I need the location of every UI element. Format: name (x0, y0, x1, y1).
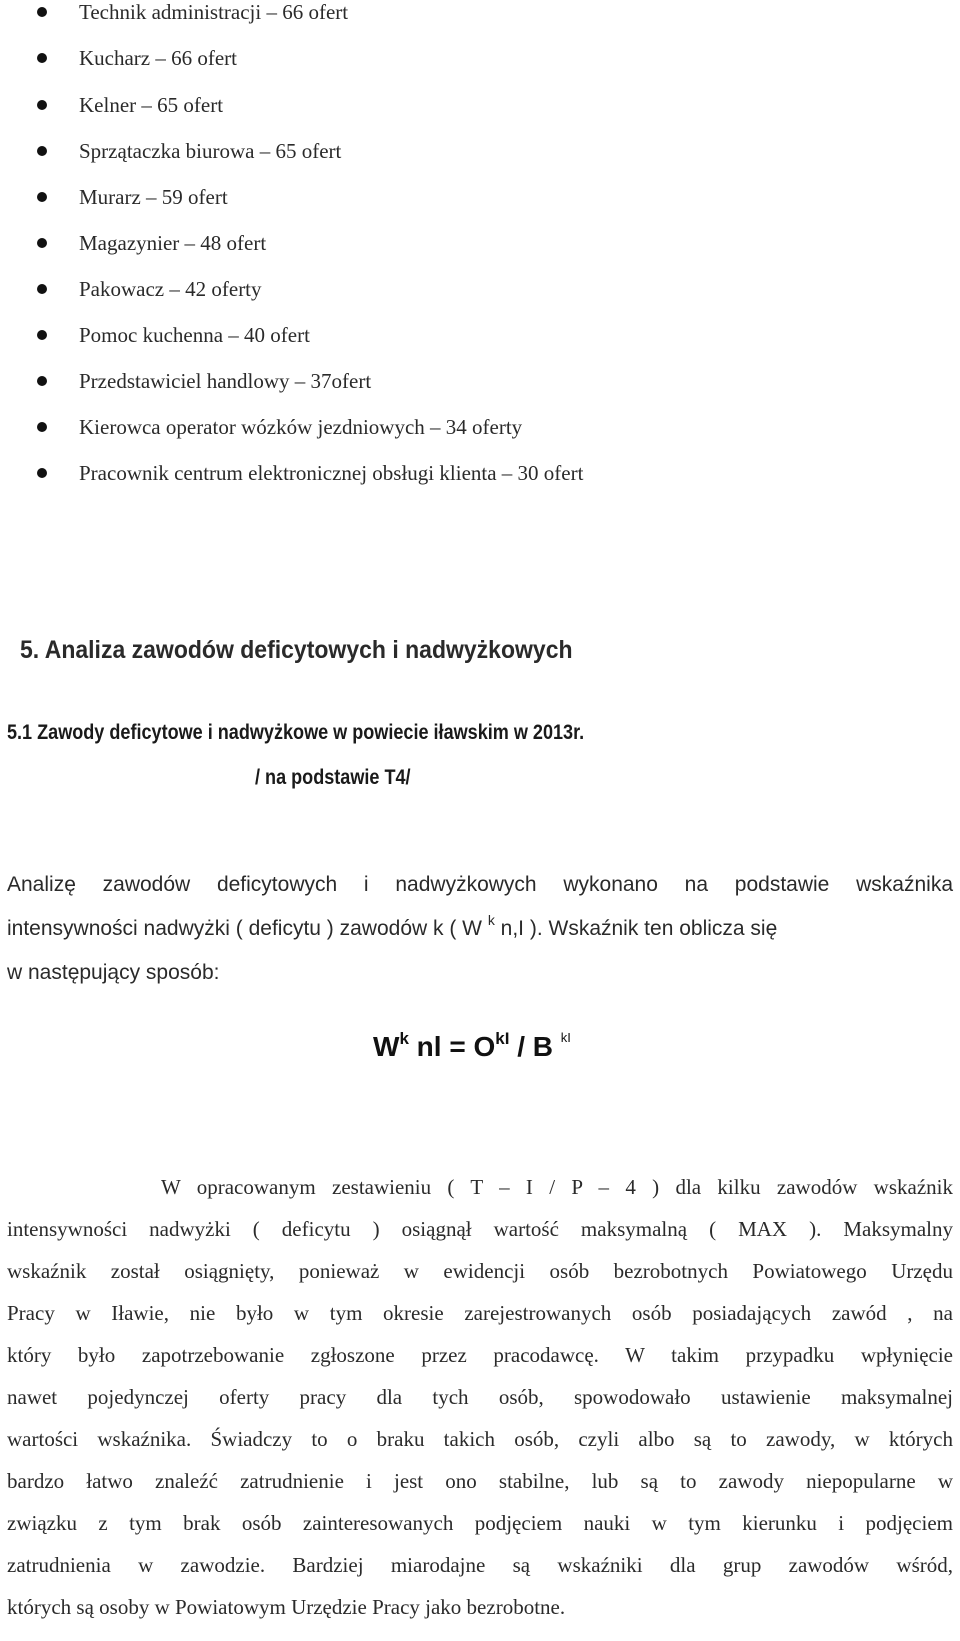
intro-paragraph (7, 863, 953, 995)
subsection-heading: 5.1 Zawody deficytowe i nadwyżkowe w powiecie iławskim w 2013r. (7, 721, 585, 744)
body-line: wartości wskaźnika. Świadczy to o braku takich osób, czyli albo są to zawody, w których (7, 1427, 953, 1451)
intro-text: n,I ). Wskaźnik ten oblicza się (494, 917, 778, 940)
section-heading: 5. Analiza zawodów deficytowych i nadwyżkowych (20, 636, 573, 664)
intro-line (7, 907, 953, 951)
bullet-icon (37, 53, 47, 63)
bullet-icon (37, 146, 47, 156)
body-line: których są osoby w Powiatowym Urzędzie Pracy jako bezrobotne. (7, 1595, 566, 1619)
body-line: intensywności nadwyżki ( deficytu ) osiągnął wartość maksymalną ( MAX ). Maksymalny (7, 1217, 953, 1241)
bullet-icon (37, 468, 47, 478)
bullet-icon (37, 192, 47, 202)
body-line: wskaźnik został osiągnięty, ponieważ w ewidencji osób bezrobotnych Powiatowego Urzędu (7, 1259, 953, 1283)
bullet-icon (37, 238, 47, 248)
list-item-text: Murarz – 59 ofert (79, 185, 228, 209)
bullet-icon (37, 330, 47, 340)
list-item-text: Technik administracji – 66 ofert (79, 0, 349, 24)
body-line: nawet pojedynczej oferty pracy dla tych osób, spowodowało ustawienie maksymalnej (7, 1385, 953, 1409)
formula-nl-eq-o: nl = O (408, 1031, 496, 1062)
intro-text: intensywności nadwyżki ( deficytu ) zawodów k ( W (7, 917, 488, 940)
formula-w: W (373, 1031, 400, 1062)
list-item-text: Kelner – 65 ofert (79, 93, 224, 117)
body-paragraph (7, 1166, 953, 1628)
formula-slash-b: / B (509, 1031, 561, 1062)
list-item-text: Kierowca operator wózków jezdniowych – 34 oferty (79, 415, 523, 439)
body-line: Pracy w Iławie, nie było w tym okresie zarejestrowanych osób posiadających zawód , na (7, 1301, 953, 1325)
list-item-text: Kucharz – 66 ofert (79, 46, 238, 70)
formula-b-sup: kI (560, 1030, 571, 1045)
list-item-text: Pakowacz – 42 oferty (79, 277, 262, 301)
intro-line: w następujący sposób: (7, 961, 220, 984)
formula-o-sup: kI (495, 1029, 510, 1048)
list-item-text: Magazynier – 48 ofert (79, 231, 267, 255)
body-line: W opracowanym zestawieniu ( T – I / P – 4 ) dla kilku zawodów wskaźnik (161, 1175, 953, 1199)
list-item-text: Przedstawiciel handlowy – 37ofert (79, 369, 372, 393)
formula-w-sup: k (399, 1029, 409, 1048)
body-line: który było zapotrzebowanie zgłoszone przez pracodawcę. W takim przypadku wpłynięcie (7, 1343, 953, 1367)
bullet-icon (37, 284, 47, 294)
bullet-icon (37, 376, 47, 386)
list-item-text: Pomoc kuchenna – 40 ofert (79, 323, 310, 347)
body-line: bardzo łatwo znaleźć zatrudnienie i jest ono stabilne, lub są to zawody niepopularne w (7, 1469, 953, 1493)
intro-line: Analizę zawodów deficytowych i nadwyżkowych wykonano na podstawie wskaźnika (7, 873, 953, 896)
data-basis-note: / na podstawie T4/ (255, 766, 411, 789)
list-item-text: Pracownik centrum elektronicznej obsługi klienta – 30 ofert (79, 461, 584, 485)
bullet-icon (37, 7, 47, 17)
body-line: związku z tym brak osób zainteresowanych podjęciem nauki w tym kierunku i podjęciem (7, 1511, 953, 1535)
body-line: zatrudnienia w zawodzie. Bardziej miarodajne są wskaźniki dla grup zawodów wśród, (7, 1553, 953, 1577)
formula (373, 1027, 571, 1067)
bullet-icon (37, 100, 47, 110)
bullet-icon (37, 422, 47, 432)
superscript: k (487, 912, 495, 928)
list-item-text: Sprzątaczka biurowa – 65 ofert (79, 139, 342, 163)
